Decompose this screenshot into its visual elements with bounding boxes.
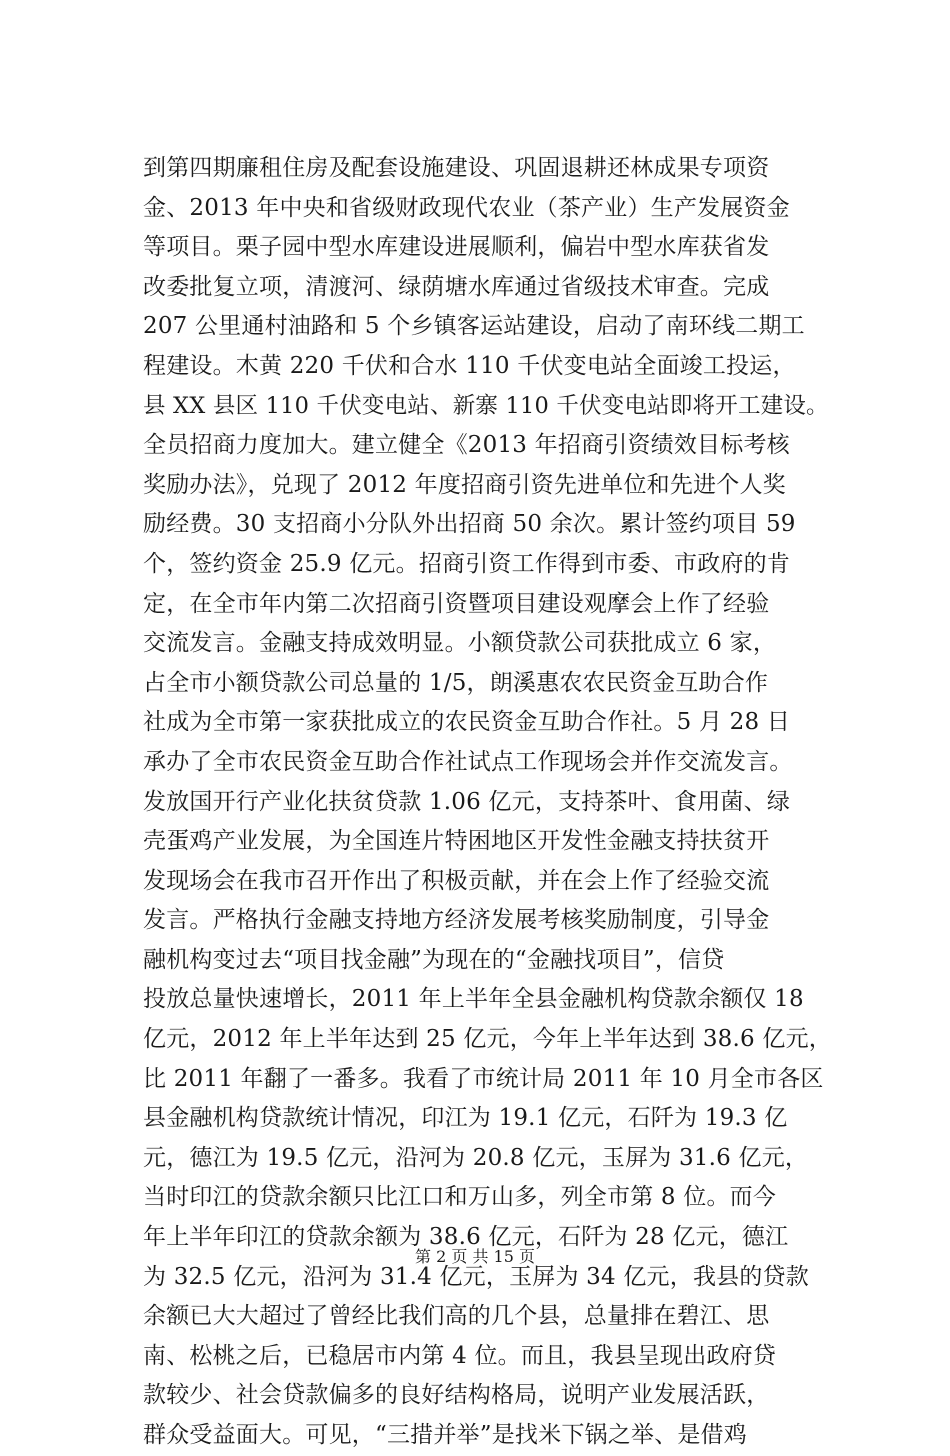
text-line: 207 公里通村油路和 5 个乡镇客运站建设，启动了南环线二期工 bbox=[143, 313, 805, 340]
text-line: 南、松桃之后，已稳居市内第 4 位。而且，我县呈现出政府贷 bbox=[143, 1342, 777, 1369]
text-line: 承办了全市农民资金互助合作社试点工作现场会并作交流发言。 bbox=[143, 748, 793, 775]
text-line: 投放总量快速增长，2011 年上半年全县金融机构贷款余额仅 18 bbox=[143, 986, 804, 1013]
text-line: 占全市小额贷款公司总量的 1/5，朗溪惠农农民资金互助合作 bbox=[143, 669, 769, 696]
text-line: 融机构变过去“项目找金融”为现在的“金融找项目”，信贷 bbox=[143, 946, 725, 973]
text-line: 为 32.5 亿元，沿河为 31.4 亿元，玉屏为 34 亿元，我县的贷款 bbox=[143, 1263, 809, 1290]
text-line: 余额已大大超过了曾经比我们高的几个县，总量排在碧江、思 bbox=[143, 1303, 770, 1330]
text-line: 改委批复立项，清渡河、绿荫塘水库通过省级技术审查。完成 bbox=[143, 273, 770, 300]
text-line: 县金融机构贷款统计情况，印江为 19.1 亿元，石阡为 19.3 亿 bbox=[143, 1105, 788, 1132]
text-line: 亿元，2012 年上半年达到 25 亿元，今年上半年达到 38.6 亿元， bbox=[143, 1026, 832, 1053]
text-line: 比 2011 年翻了一番多。我看了市统计局 2011 年 10 月全市各区 bbox=[143, 1065, 824, 1092]
page-footer: 第 2 页 共 15 页 bbox=[415, 1247, 535, 1266]
text-line: 壳蛋鸡产业发展，为全国连片特困地区开发性金融支持扶贫开 bbox=[143, 828, 770, 855]
text-line: 发现场会在我市召开作出了积极贡献，并在会上作了经验交流 bbox=[143, 867, 770, 894]
text-line: 励经费。30 支招商小分队外出招商 50 余次。累计签约项目 59 bbox=[143, 511, 796, 538]
text-line: 个，签约资金 25.9 亿元。招商引资工作得到市委、市政府的肯 bbox=[143, 550, 791, 577]
text-line: 发放国开行产业化扶贫贷款 1.06 亿元，支持茶叶、食用菌、绿 bbox=[143, 788, 791, 815]
text-line: 元，德江为 19.5 亿元，沿河为 20.8 亿元，玉屏为 31.6 亿元， bbox=[143, 1144, 809, 1171]
text-line: 奖励办法》，兑现了 2012 年度招商引资先进单位和先进个人奖 bbox=[143, 471, 786, 498]
text-line: 等项目。栗子园中型水库建设进展顺利，偏岩中型水库获省发 bbox=[143, 234, 770, 261]
text-line: 定，在全市年内第二次招商引资暨项目建设观摩会上作了经验 bbox=[143, 590, 770, 617]
text-line: 年上半年印江的贷款余额为 38.6 亿元，石阡为 28 亿元，德江 bbox=[143, 1224, 789, 1251]
text-line: 交流发言。金融支持成效明显。小额贷款公司获批成立 6 家， bbox=[143, 630, 777, 657]
text-line: 当时印江的贷款余额只比江口和万山多，列全市第 8 位。而今 bbox=[143, 1184, 777, 1211]
text-line: 到第四期廉租住房及配套设施建设、巩固退耕还林成果专项资 bbox=[143, 155, 770, 181]
text-line: 县 XX 县区 110 千伏变电站、新寨 110 千伏变电站即将开工建设。 bbox=[143, 392, 829, 419]
text-line: 程建设。木黄 220 千伏和合水 110 千伏变电站全面竣工投运， bbox=[143, 352, 796, 379]
text-line: 发言。严格执行金融支持地方经济发展考核奖励制度，引导金 bbox=[143, 907, 770, 934]
text-line: 群众受益面大。可见，“三措并举”是找米下锅之举、是借鸡 bbox=[143, 1422, 747, 1448]
text-line: 金、2013 年中央和省级财政现代农业（茶产业）生产发展资金 bbox=[143, 194, 790, 221]
text-line: 款较少、社会贷款偏多的良好结构格局，说明产业发展活跃， bbox=[143, 1382, 770, 1409]
text-line: 全员招商力度加大。建立健全《2013 年招商引资绩效目标考核 bbox=[143, 432, 790, 459]
text-line: 社成为全市第一家获批成立的农民资金互助合作社。5 月 28 日 bbox=[143, 709, 791, 736]
